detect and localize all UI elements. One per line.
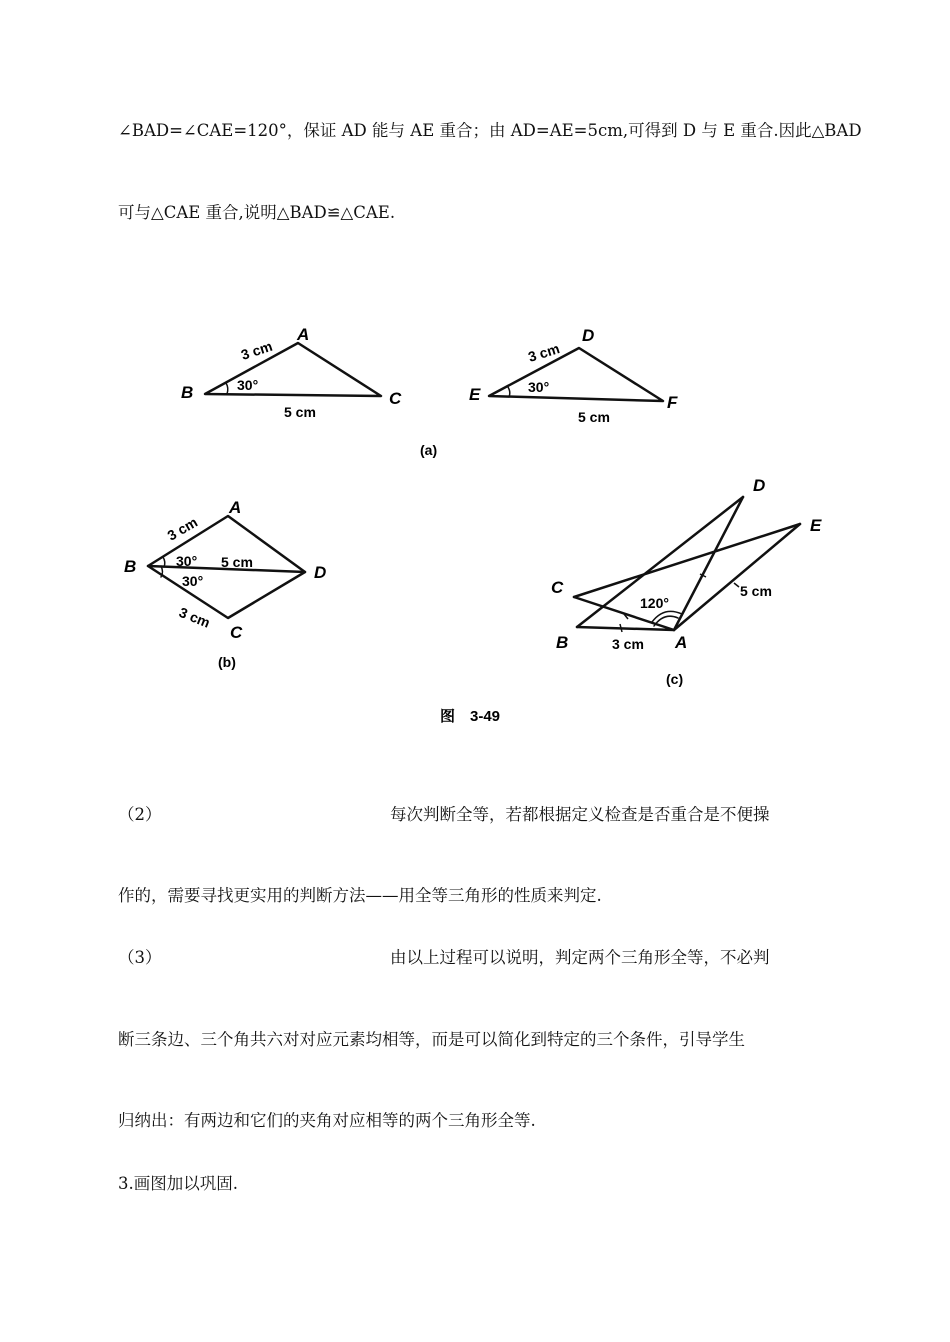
label-b-b: B [124,557,137,576]
figure-caption: 图 3-49 [440,708,501,725]
label-f1: F [667,393,678,412]
segment-da [674,497,743,630]
caption-c: (c) [666,671,684,687]
label-b-a: A [229,498,242,517]
label-a1: A [297,325,310,344]
label-c1: C [389,389,402,408]
measure-c-ab: 3 cm [612,636,644,652]
angle-c-value: 120° [640,595,669,611]
measure-b-bd: 5 cm [221,554,253,570]
measure-ab: 3 cm [238,337,275,363]
measure-ed: 3 cm [526,340,562,365]
triangle-abc [205,343,381,396]
caption-a: (a) [420,442,438,458]
measure-bc: 5 cm [284,404,316,420]
angle-e-value: 30° [528,379,550,395]
measure-b-ba: 3 cm [164,513,201,544]
segment-ea [674,524,800,630]
label-e1: E [469,385,481,404]
angle-b-bottom-value: 30° [182,573,204,589]
label-c-a: A [675,633,688,652]
step3-text: 3.画图加以巩固. [118,1174,238,1193]
paragraph1-line1: ∠BAD=∠CAE=120°，保证 AD 能与 AE 重合；由 AD=AE=5cm,可得到 D 与 E 重合.因此△BAD [118,121,862,140]
segment-ba [577,627,674,630]
label-b1: B [181,383,194,402]
angle-b-value: 30° [237,377,259,393]
angle-arc-b [226,383,228,394]
item2-number: （2） [118,805,162,824]
item3-number: （3） [118,948,162,967]
label-c-c: C [551,578,564,597]
item3-line3: 归纳出：有两边和它们的夹角对应相等的两个三角形全等. [118,1111,536,1130]
label-b-c: C [230,623,243,642]
caption-b: (b) [218,654,236,670]
item3-line2: 断三条边、三个角共六对对应元素均相等，而是可以简化到特定的三个条件，引导学生 [118,1030,745,1049]
label-c-e: E [810,516,822,535]
item2-line1: 每次判断全等，若都根据定义检查是否重合是不便操 [390,805,770,824]
label-c-d: D [753,476,766,495]
measure-ef: 5 cm [578,409,610,425]
figure-3-49 [0,316,950,736]
label-d1: D [582,326,595,345]
label-c-b: B [556,633,569,652]
angle-b-top-value: 30° [176,553,198,569]
triangle-def [489,348,663,401]
item3-line1: 由以上过程可以说明，判定两个三角形全等，不必判 [390,948,770,967]
measure-c-ae: 5 cm [740,583,772,599]
angle-arc-b-bottom [161,566,163,577]
measure-b-bc: 3 cm [176,603,213,631]
label-b-d: D [314,563,327,582]
paragraph1-line2: 可与△CAE 重合,说明△BAD≌△CAE. [118,203,396,222]
item2-line2: 作的，需要寻找更实用的判断方法——用全等三角形的性质来判定. [118,886,602,905]
